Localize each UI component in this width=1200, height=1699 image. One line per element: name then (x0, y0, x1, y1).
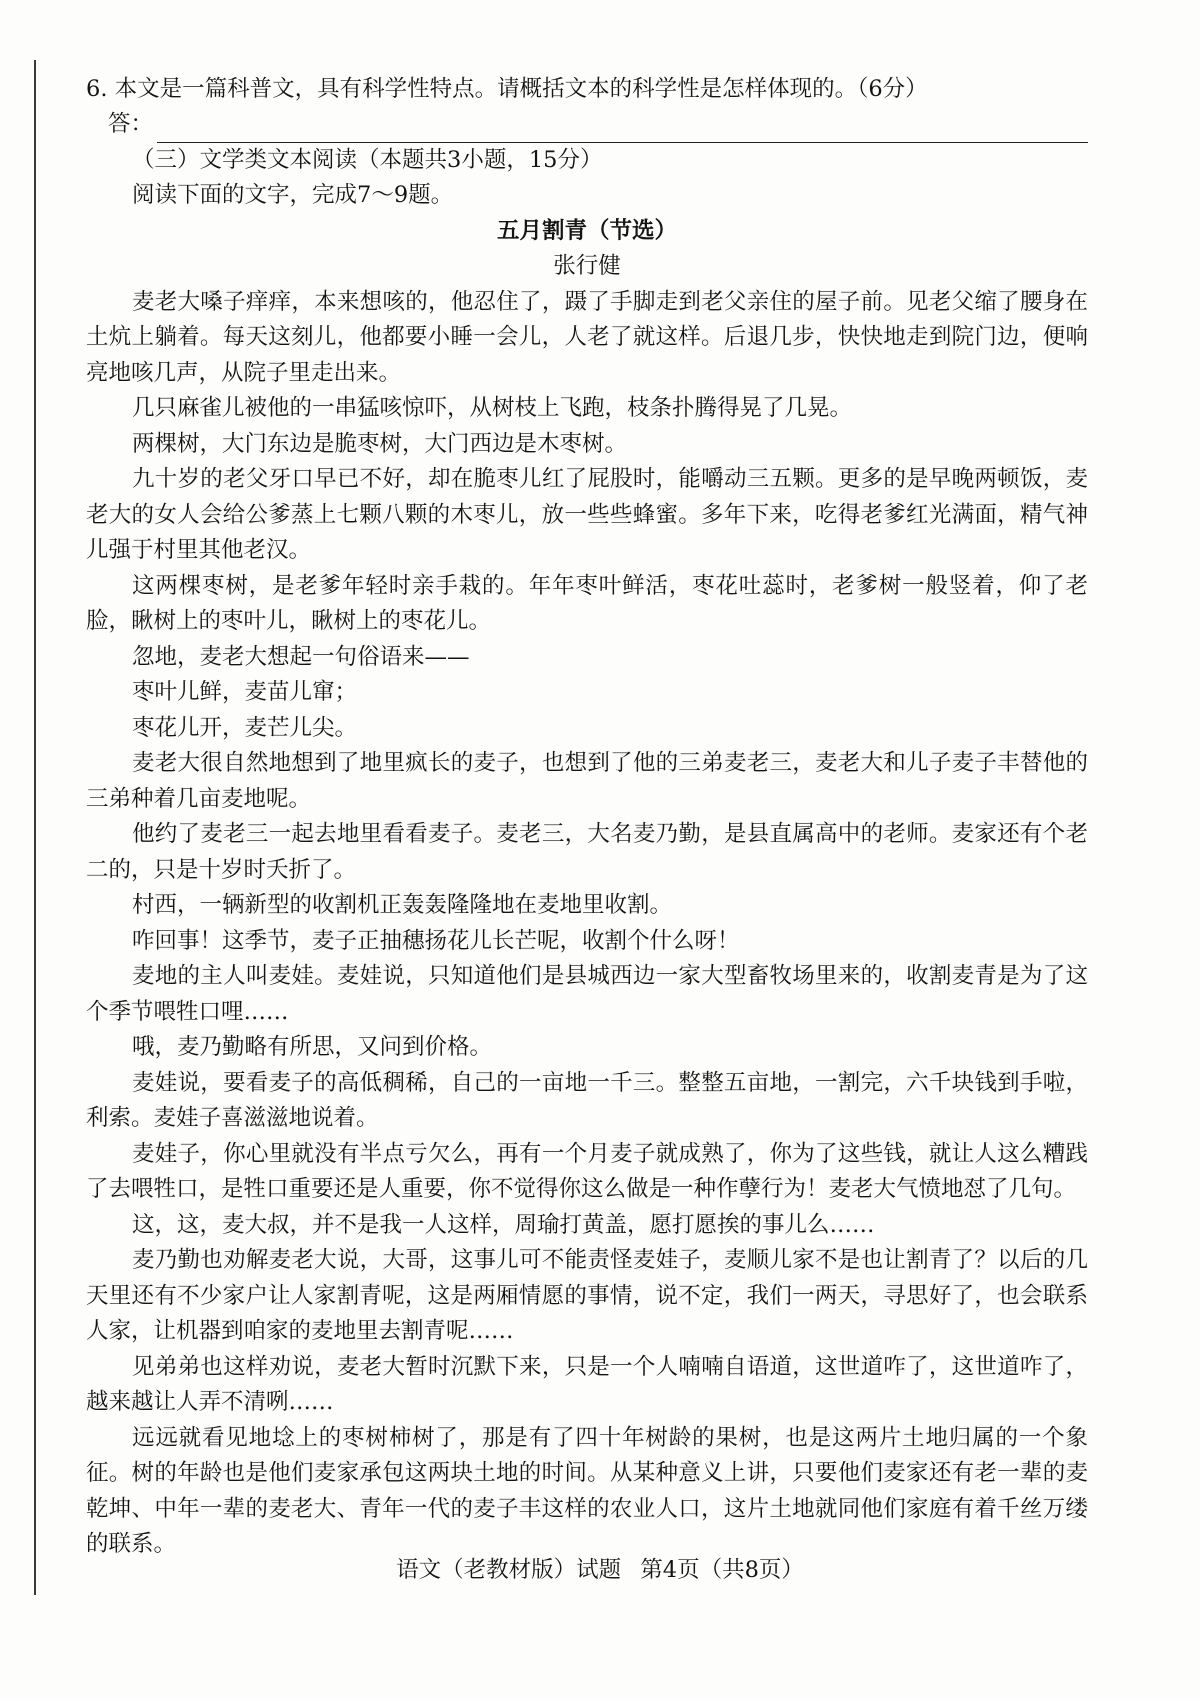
section-instruction: 阅读下面的文字，完成7～9题。 (132, 182, 454, 208)
answer-label: 答： (108, 111, 154, 137)
paragraph: 见弟弟也这样劝说，麦老大暂时沉默下来，只是一个人喃喃自语道，这世道咋了，这世道咋了，越来越让人弄不清咧…… (86, 1353, 1088, 1415)
paragraph: 这两棵枣树，是老爹年轻时亲手栽的。年年枣叶鲜活，枣花吐蕊时，老爹树一般竖着，仰了老脸，瞅树上的枣叶儿，瞅树上的枣花儿。 (86, 572, 1088, 634)
paragraph: 麦娃说，要看麦子的高低稠稀，自己的一亩地一千三。整整五亩地，一割完，六千块钱到手啦，利索。麦娃子喜滋滋地说着。 (86, 1069, 1088, 1131)
verse-line: 枣叶儿鲜，麦苗儿窜； (132, 679, 358, 705)
paragraph: 麦老大很自然地想到了地里疯长的麦子，也想到了他的三弟麦老三，麦老大和儿子麦子丰替他的三弟种着几亩麦地呢。 (86, 750, 1088, 812)
paragraph: 他约了麦老三一起去地里看看麦子。麦老三，大名麦乃勤，是县直属高中的老师。麦家还有个老二的，只是十岁时夭折了。 (86, 821, 1088, 883)
paragraph: 几只麻雀儿被他的一串猛咳惊吓，从树枝上飞跑，枝条扑腾得晃了几晃。 (132, 395, 853, 421)
paragraph: 麦娃子，你心里就没有半点亏欠么，再有一个月麦子就成熟了，你为了这些钱，就让人这么糟践了去喂牲口，是牲口重要还是人重要，你不觉得你这么做是一种作孽行为！麦老大气愤地怼了几句。 (86, 1140, 1088, 1202)
question-6-answer-area[interactable] (86, 108, 1088, 143)
paragraph: 这，这，麦大叔，并不是我一人这样，周瑜打黄盖，愿打愿挨的事儿么…… (132, 1211, 875, 1238)
verse-line: 枣花儿开，麦芒儿尖。 (132, 714, 358, 741)
paragraph: 忽地，麦老大想起一句俗语来—— (132, 643, 470, 670)
article-title: 五月割青（节选） (496, 217, 677, 244)
article-author: 张行健 (553, 253, 621, 279)
article-body (86, 285, 1088, 1563)
page-footer (0, 1552, 1200, 1584)
footer-page-number: 第4页（共8页） (640, 1557, 804, 1583)
paragraph: 村西，一辆新型的收割机正轰轰隆隆地在麦地里收割。 (132, 892, 673, 918)
footer-subject: 语文（老教材版）试题 (396, 1557, 622, 1583)
question-6-text: 6. 本文是一篇科普文，具有科学性特点。请概括文本的科学性是怎样体现的。（6分） (86, 76, 928, 102)
paragraph: 两棵树，大门东边是脆枣树，大门西边是木枣树。 (132, 430, 628, 457)
paragraph: 远远就看见地埝上的枣树柿树了，那是有了四十年树龄的果树，也是这两片土地归属的一个象征。树的年龄也是他们麦家承包这两块土地的时间。从某种意义上讲，只要他们麦家还有老一辈的麦乾坤、中年一辈的麦老大、青年一代的麦子丰这样的农业人口，这片土地就同他们家庭有着千丝万缕的联系。 (86, 1424, 1088, 1557)
paragraph: 咋回事！这季节，麦子正抽穗扬花儿长芒呢，收割个什么呀！ (132, 927, 740, 954)
paragraph: 哦，麦乃勤略有所思，又问到价格。 (132, 1034, 493, 1060)
binding-margin-line (34, 60, 36, 1595)
paragraph: 麦乃勤也劝解麦老大说，大哥，这事儿可不能责怪麦娃子，麦顺儿家不是也让割青了？以后的几天里还有不少家户让人家割青呢，这是两厢情愿的事情，说不定，我们一两天，寻思好了，也会联系人家，让机器到咱家的麦地里去割青呢…… (86, 1247, 1088, 1344)
section-heading: （三）文学类文本阅读（本题共3小题，15分） (132, 146, 603, 173)
paragraph: 麦老大嗓子痒痒，本来想咳的，他忍住了，蹑了手脚走到老父亲住的屋子前。见老父缩了腰身在土炕上躺着。每天这刻儿，他都要小睡一会儿，人老了就这样。后退几步，快快地走到院门边，便响亮地咳几声，从院子里走出来。 (86, 288, 1088, 386)
answer-line[interactable] (157, 118, 1088, 143)
exam-page (86, 72, 1088, 1563)
paragraph: 麦地的主人叫麦娃。麦娃说，只知道他们是县城西边一家大型畜牧场里来的，收割麦青是为了这个季节喂牲口哩…… (86, 963, 1088, 1025)
paragraph: 九十岁的老父牙口早已不好，却在脆枣儿红了屁股时，能嚼动三五颗。更多的是早晚两顿饭，麦老大的女人会给公爹蒸上七颗八颗的木枣儿，放一些些蜂蜜。多年下来，吃得老爹红光满面，精气神儿强于村里其他老汉。 (86, 466, 1088, 563)
